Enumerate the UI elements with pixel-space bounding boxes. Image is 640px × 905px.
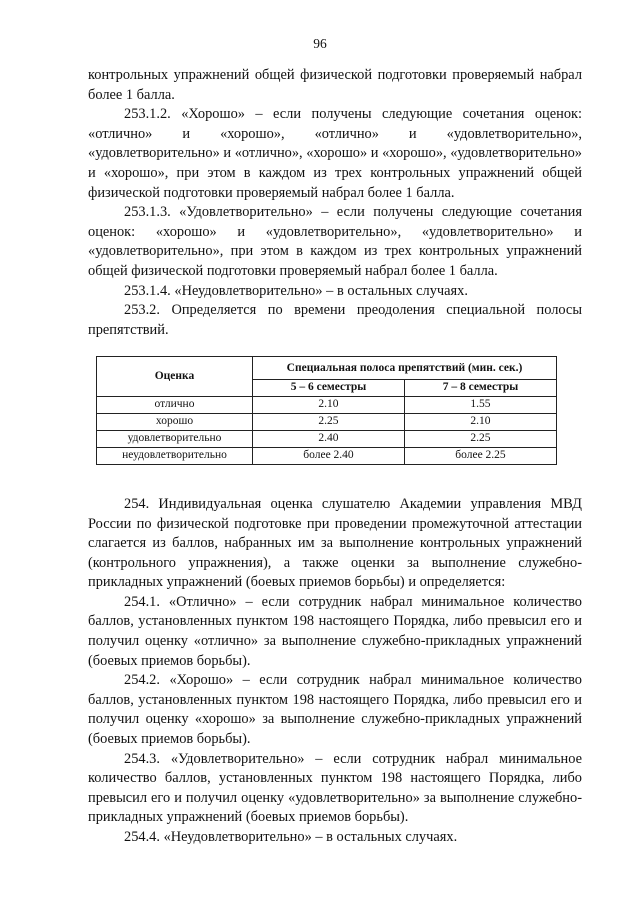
table-row: [97, 430, 557, 447]
paragraph-253-2: 253.2. Определяется по времени преодоления специальной полосы препятствий.: [88, 302, 582, 338]
paragraph-254-1: 254.1. «Отлично» – если сотрудник набрал минимальное количество баллов, установленных пунктом 198 настоящего Порядка, либо превысил его и получил оценку «отлично» за выполнение служебно-прикладных упражнений (боевых приемов борьбы).: [88, 593, 582, 669]
paragraph-253-1-2: 253.1.2. «Хорошо» – если получены следующие сочетания оценок: «отлично» и «хорошо», «отлично» и «удовлетворительно», «удовлетворительно» и «отлично», «хорошо» и «хорошо», «удовлетворительно» и «хорошо», при этом в каждом из трех контрольных упражнений общей физической подготовки проверяемый набрал более 1 балла.: [88, 106, 582, 201]
table-row: [97, 447, 557, 464]
grade-cell: хорошо: [97, 413, 253, 430]
grade-cell: неудовлетворительно: [97, 447, 253, 464]
grade-column-header: Оценка: [97, 357, 253, 397]
paragraph-254-4: 254.4. «Неудовлетворительно» – в остальных случаях.: [124, 829, 458, 845]
paragraph-254-3: 254.3. «Удовлетворительно» – если сотрудник набрал минимальное количество баллов, установленных пунктом 198 настоящего Порядка, либо превысил его и получил оценку «удовлетворительно» за выполнение служебно-прикладных упражнений (боевых приемов борьбы).: [88, 750, 582, 826]
obstacle-course-table: [96, 356, 557, 465]
time-cell: 2.25: [253, 413, 405, 430]
time-cell: 2.10: [253, 396, 405, 413]
table-row: [97, 413, 557, 430]
document-body: [88, 66, 582, 848]
page-number: 96: [313, 36, 327, 51]
paragraph-continuation: контрольных упражнений общей физической подготовки проверяемый набрал более 1 балла.: [88, 67, 582, 103]
time-cell: более 2.25: [404, 447, 556, 464]
grade-cell: удовлетворительно: [97, 430, 253, 447]
time-cell: 2.40: [253, 430, 405, 447]
time-cell: 1.55: [404, 396, 556, 413]
paragraph-253-1-3: 253.1.3. «Удовлетворительно» – если получены следующие сочетания оценок: «хорошо» и «удовлетворительно», «удовлетворительно» и «удовлетворительно», при этом в каждом из трех контрольных упражнений общей физической подготовки проверяемый набрал более 1 балла.: [88, 204, 582, 279]
paragraph-254-2: 254.2. «Хорошо» – если сотрудник набрал минимальное количество баллов, установленных пунктом 198 настоящего Порядка, либо превысил его и получил оценку «хорошо» за выполнение служебно-прикладных упражнений (боевых приемов борьбы).: [88, 672, 582, 748]
time-cell: 2.25: [404, 430, 556, 447]
table-header-row: [97, 357, 557, 380]
time-cell: более 2.40: [253, 447, 405, 464]
time-cell: 2.10: [404, 413, 556, 430]
obstacle-course-header: Специальная полоса препятствий (мин. сек.): [253, 357, 557, 380]
semester-7-8-header: 7 – 8 семестры: [404, 380, 556, 397]
table-row: [97, 396, 557, 413]
paragraph-254: 254. Индивидуальная оценка слушателю Академии управления МВД России по физической подготовке при проведении промежуточной аттестации слагается из баллов, набранных им за выполнение контрольных упражнений (контрольного упражнения), а также оценки за выполнение служебно-прикладных упражнений (боевых приемов борьбы) и определяется:: [88, 495, 582, 591]
semester-5-6-header: 5 – 6 семестры: [253, 380, 405, 397]
paragraph-253-1-4: 253.1.4. «Неудовлетворительно» – в остальных случаях.: [124, 282, 468, 299]
grade-cell: отлично: [97, 396, 253, 413]
